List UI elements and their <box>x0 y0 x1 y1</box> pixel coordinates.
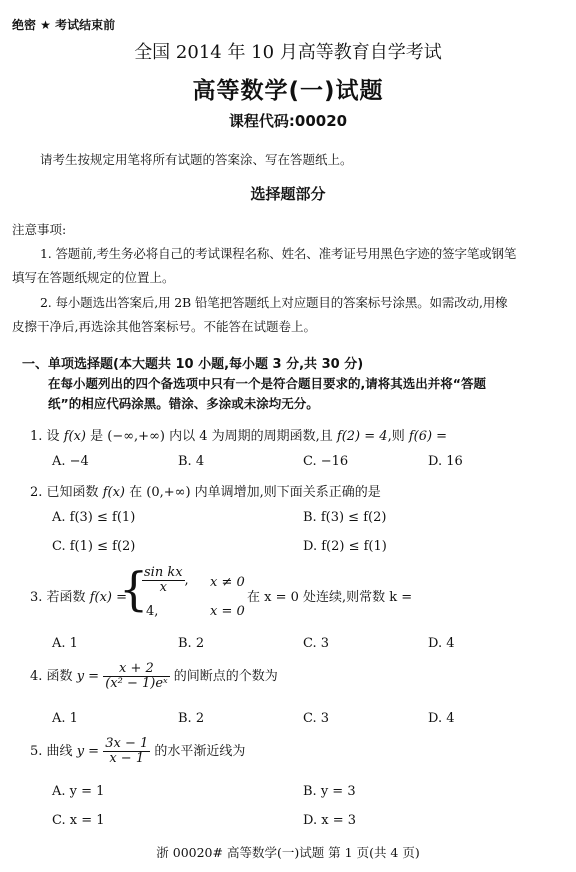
question-number: 1. <box>30 429 43 444</box>
piecewise-brace: { <box>119 562 149 616</box>
question-number: 3. <box>30 590 43 605</box>
question-5: 5. 曲线 y = $\frac{3x - 1}{x - 1}$ 的水平渐近线为 <box>30 736 246 766</box>
note-2-line-2: 皮擦干净后,再选涂其他答案标号。不能答在试题卷上。 <box>12 319 316 334</box>
q5-option-a: A. y = 1 <box>52 784 105 799</box>
q5-option-c: C. x = 1 <box>52 813 105 828</box>
q4-option-b: B. 2 <box>178 711 205 726</box>
question-2: 2. 已知函数 f(x) 在 (0,+∞) 内单调增加,则下面关系正确的是 <box>30 485 381 500</box>
question-number: 4. <box>30 669 43 684</box>
q1-option-c: C. −16 <box>303 454 349 469</box>
page-footer: 浙 00020# 高等数学(一)试题 第 1 页(共 4 页) <box>156 845 420 860</box>
q2-option-a: A. f(3) ≤ f(1) <box>52 510 136 525</box>
exam-line: 全国 2014 年 10 月高等教育自学考试 <box>134 42 442 63</box>
question-3: 3. 若函数 f(x) = <box>30 590 127 605</box>
notes-label: 注意事项: <box>12 222 67 237</box>
q3-option-c: C. 3 <box>303 636 330 651</box>
q4-option-a: A. 1 <box>52 711 78 726</box>
question-4: 4. 函数 y = $\frac{x + 2}{\text{(x² − 1)eˣ}}$ 的间断点的个数为 <box>30 661 278 691</box>
note-1-line-2: 填写在答题纸规定的位置上。 <box>12 270 175 285</box>
q2-option-b: B. f(3) ≤ f(2) <box>303 510 387 525</box>
q5-option-b: B. y = 3 <box>303 784 356 799</box>
q1-option-b: B. 4 <box>178 454 205 469</box>
note-2-line-1: 2. 每小题选出答案后,用 2B 铅笔把答题纸上对应题目的答案标号涂黑。如需改动,用橡 <box>40 295 508 310</box>
q2-option-d: D. f(2) ≤ f(1) <box>303 539 387 554</box>
course-code: 课程代码:00020 <box>228 112 348 130</box>
q2-option-c: C. f(1) ≤ f(2) <box>52 539 136 554</box>
part1-desc-line-2: 纸”的相应代码涂黑。错涂、多涂或未涂均无分。 <box>48 396 319 411</box>
q3-case-1-condition: x ≠ 0 <box>210 575 245 590</box>
q1-option-d: D. 16 <box>428 454 463 469</box>
part1-heading: 一、单项选择题(本大题共 10 小题,每小题 3 分,共 30 分) <box>22 357 364 372</box>
question-1: 1. 设 f(x) 是 (−∞,+∞) 内以 4 为周期的周期函数,且 f(2) = 4,则 f(6) = <box>30 429 448 444</box>
q3-case-2-condition: x = 0 <box>210 604 245 619</box>
q3-case-2-value: 4, <box>146 604 159 619</box>
q3-text: 在 x = 0 处连续,则常数 k = <box>247 590 413 605</box>
q1-option-a: A. −4 <box>52 454 89 469</box>
section-title: 选择题部分 <box>250 185 326 203</box>
page-title: 高等数学(一)试题 <box>192 78 384 104</box>
q5-option-d: D. x = 3 <box>303 813 356 828</box>
q3-option-d: D. 4 <box>428 636 455 651</box>
part1-desc-line-1: 在每小题列出的四个备选项中只有一个是符合题目要求的,请将其选出并将“答题 <box>48 376 486 391</box>
question-number: 2. <box>30 485 43 500</box>
q3-case-1: $\frac{\text{sin kx}}{x}$ , <box>144 565 189 595</box>
question-number: 5. <box>30 744 43 759</box>
q4-option-c: C. 3 <box>303 711 330 726</box>
instruction-line: 请考生按规定用笔将所有试题的答案涂、写在答题纸上。 <box>40 152 353 167</box>
q4-option-d: D. 4 <box>428 711 455 726</box>
q3-option-b: B. 2 <box>178 636 205 651</box>
q3-option-a: A. 1 <box>52 636 78 651</box>
secret-label: 绝密 ★ 考试结束前 <box>12 18 116 32</box>
note-1-line-1: 1. 答题前,考生务必将自己的考试课程名称、姓名、准考证号用黑色字迹的签字笔或钢笔 <box>40 246 517 261</box>
